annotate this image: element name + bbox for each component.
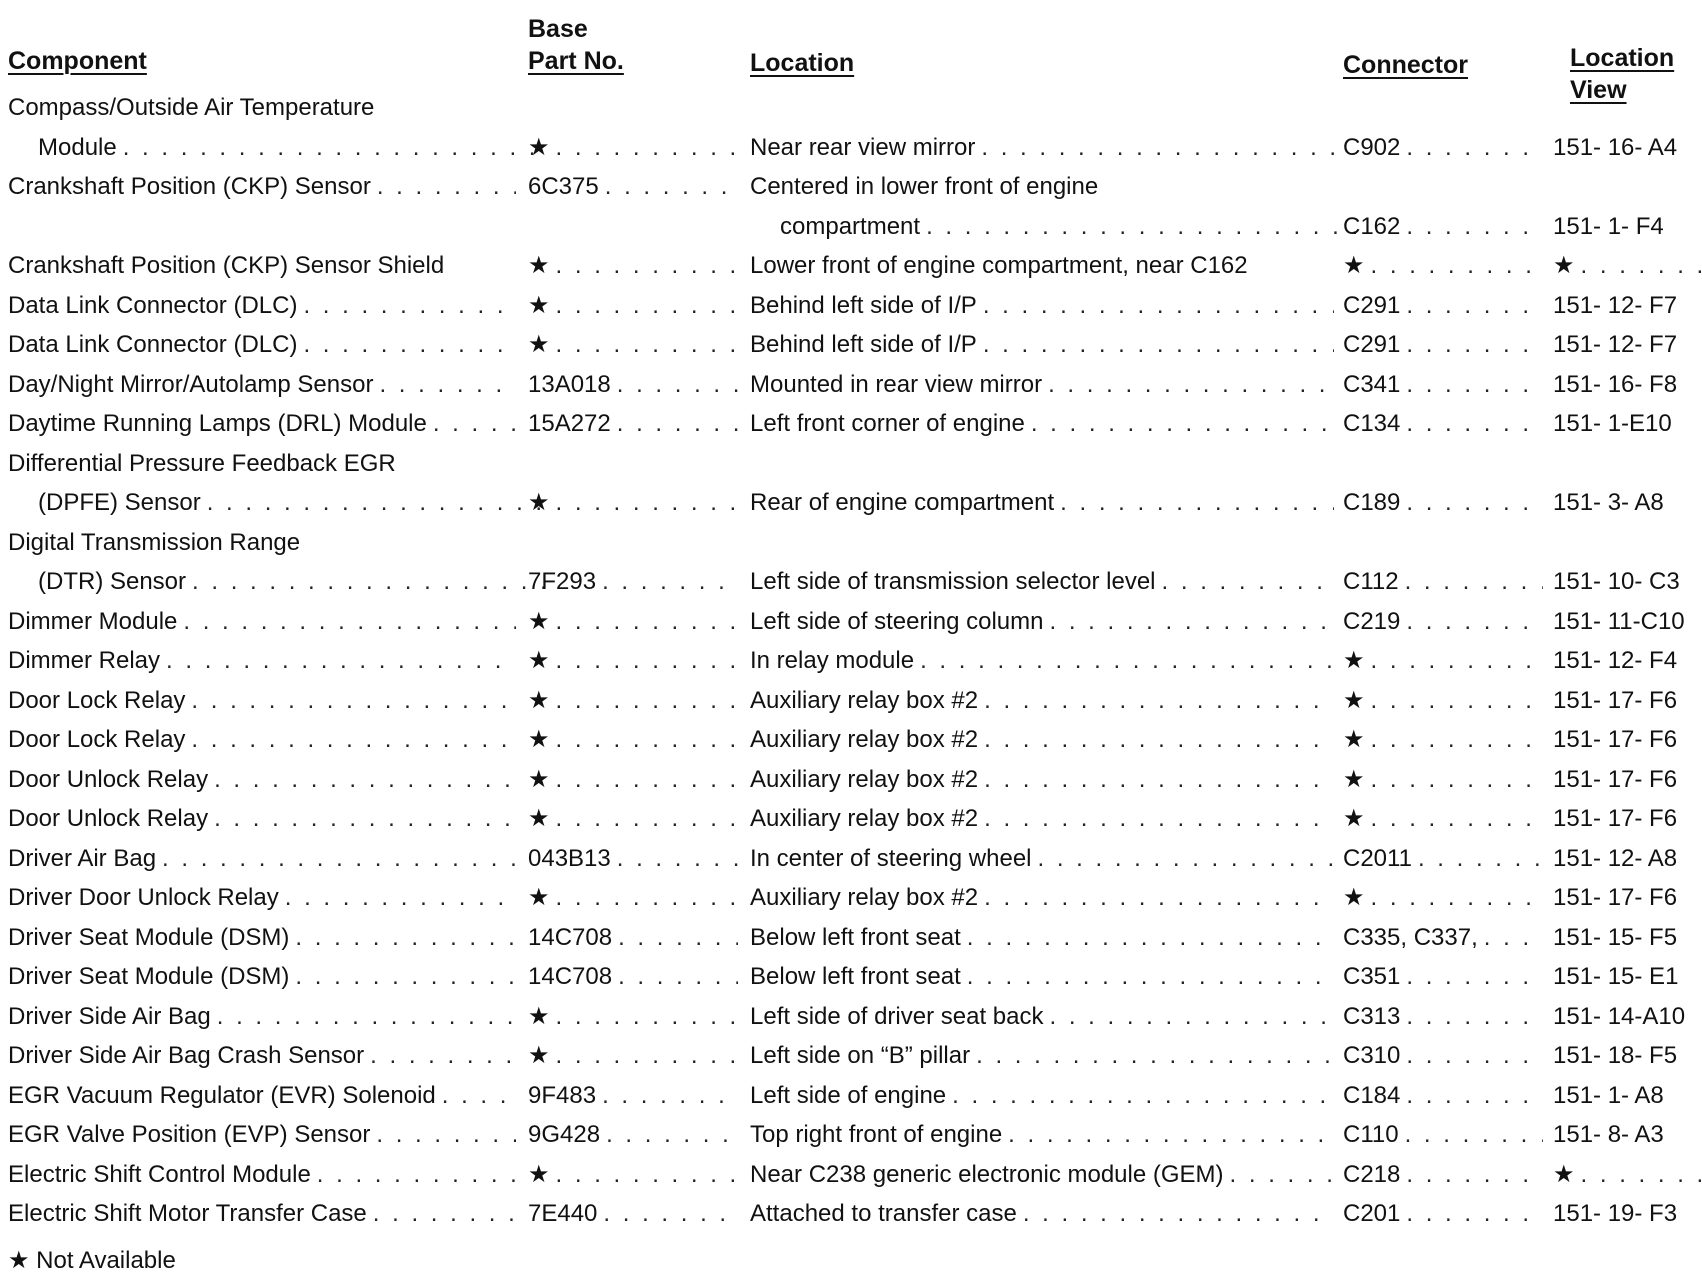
cell-connector: C184 . . . [1343, 1076, 1543, 1116]
dot-leader [1406, 1194, 1543, 1234]
dot-leader [433, 404, 516, 444]
dot-leader [617, 365, 738, 405]
cell-location-view: 151- 1-E10 [1553, 410, 1672, 437]
dot-leader [192, 562, 546, 602]
cell-component: Differential Pressure Feedback EGR [8, 449, 396, 477]
cell-location-view: 151- 12- A8 [1553, 844, 1678, 872]
table-row [0, 207, 1702, 247]
dot-leader [1060, 483, 1334, 523]
cell-location: Near rear view mirror . . . [750, 128, 1334, 168]
dot-leader [602, 1076, 738, 1116]
dot-leader [1371, 246, 1543, 286]
cell-location: Auxiliary relay box #2 . . . [750, 878, 1334, 918]
cell-component: Driver Door Unlock Relay . . . [8, 878, 516, 918]
dot-leader [373, 1194, 516, 1234]
dot-leader [1405, 562, 1543, 602]
cell-location: In relay module . . . [750, 641, 1334, 681]
dot-leader [556, 878, 738, 918]
dot-leader [183, 602, 516, 642]
dot-leader [1406, 286, 1543, 326]
dot-leader [379, 365, 516, 405]
dot-leader [618, 918, 738, 958]
cell-location-view: 151- 15- E1 [1553, 963, 1679, 990]
cell-connector: C341 . . . [1343, 365, 1543, 405]
dot-leader [1406, 1036, 1543, 1076]
dot-leader [1371, 641, 1543, 681]
cell-connector: ★ . . . [1343, 641, 1543, 681]
header-connector: Connector [1343, 51, 1468, 79]
cell-location-view: 151- 17- F6 [1553, 805, 1678, 832]
cell-component: Crankshaft Position (CKP) Sensor Shield [8, 252, 445, 279]
dot-leader [1162, 562, 1334, 602]
cell-location: Auxiliary relay box #2 . . . [750, 720, 1334, 760]
table-row [0, 444, 1702, 484]
dot-leader [1049, 997, 1334, 1037]
cell-connector: C201 . . . [1343, 1194, 1543, 1234]
cell-connector: C219 . . . [1343, 602, 1543, 642]
cell-connector: C112 . . . [1343, 562, 1543, 602]
cell-component: EGR Valve Position (EVP) Sensor . . . [8, 1115, 516, 1155]
table-row [0, 167, 1702, 207]
cell-connector: C134 . . . [1343, 404, 1543, 444]
dot-leader [556, 799, 738, 839]
dot-leader [967, 957, 1334, 997]
table-row [0, 325, 1702, 365]
dot-leader [602, 562, 738, 602]
dot-leader [556, 483, 738, 523]
dot-leader [285, 878, 516, 918]
cell-component: Driver Air Bag . . . [8, 839, 516, 879]
header-component: Component [8, 47, 147, 75]
dot-leader [1406, 997, 1543, 1037]
cell-location: Centered in lower front of engine [750, 173, 1099, 200]
header-location: Location [750, 49, 855, 77]
dot-leader [1406, 207, 1543, 247]
dot-leader [926, 207, 1364, 247]
cell-location: Left side on “B” pillar . . . [750, 1036, 1334, 1076]
cell-location: Left side of steering column . . . [750, 602, 1334, 642]
dot-leader [1371, 799, 1543, 839]
cell-connector: ★ . . . [1343, 720, 1543, 760]
table-row [0, 957, 1702, 997]
cell-connector: ★ . . . [1343, 799, 1543, 839]
cell-location-view: 151- 16- A4 [1553, 133, 1678, 161]
cell-part-no: ★ . . . [528, 1036, 738, 1076]
cell-part-no: ★ . . . [528, 681, 738, 721]
table-row [0, 365, 1702, 405]
dot-leader [1405, 1115, 1543, 1155]
dot-leader [556, 286, 738, 326]
cell-part-no: ★ . . . [528, 483, 738, 523]
dot-leader [1406, 483, 1543, 523]
cell-part-no: ★ . . . [528, 246, 738, 286]
dot-leader [1048, 365, 1334, 405]
cell-location: In center of steering wheel . . . [750, 839, 1334, 879]
dot-leader [984, 799, 1334, 839]
cell-component: Data Link Connector (DLC) . . . [8, 325, 516, 365]
cell-part-no: 9F483 . . . [528, 1076, 738, 1116]
dot-leader [1371, 681, 1543, 721]
dot-leader [1050, 602, 1335, 642]
dot-leader [984, 760, 1334, 800]
cell-location-view: 151- 18- F5 [1553, 1042, 1678, 1069]
cell-part-no: ★ . . . [528, 602, 738, 642]
dot-leader [370, 1036, 516, 1076]
header-location-view: Location View [1570, 44, 1675, 104]
table-row [0, 997, 1702, 1037]
dot-leader [1581, 1155, 1702, 1195]
table-row [0, 760, 1702, 800]
cell-part-no: ★ . . . [528, 720, 738, 760]
cell-location: Auxiliary relay box #2 . . . [750, 681, 1334, 721]
dot-leader [1230, 1155, 1334, 1195]
cell-part-no: ★ . . . [528, 799, 738, 839]
cell-component: Door Lock Relay . . . [8, 720, 516, 760]
cell-location: Mounted in rear view mirror . . . [750, 365, 1334, 405]
cell-part-no: 13A018 . . . [528, 365, 738, 405]
dot-leader [606, 1115, 738, 1155]
footnote: ★ Not Available [8, 1247, 176, 1274]
dot-leader [605, 167, 738, 207]
dot-leader [1581, 246, 1702, 286]
dot-leader [984, 681, 1334, 721]
cell-component: Module . . . [8, 128, 546, 168]
dot-leader [1371, 878, 1543, 918]
dot-leader [377, 167, 516, 207]
dot-leader [1371, 720, 1543, 760]
cell-location-view: ★ . . . [1553, 246, 1702, 286]
cell-connector: C313 . . . [1343, 997, 1543, 1037]
cell-connector: C110 . . . [1343, 1115, 1543, 1155]
cell-part-no: 9G428 . . . [528, 1115, 738, 1155]
cell-component: Electric Shift Control Module . . . [8, 1155, 516, 1195]
cell-part-no: 15A272 . . . [528, 404, 738, 444]
cell-location: Auxiliary relay box #2 . . . [750, 799, 1334, 839]
dot-leader [556, 720, 738, 760]
dot-leader [984, 720, 1334, 760]
dot-leader [442, 1076, 516, 1116]
dot-leader [556, 1155, 738, 1195]
cell-location-view: 151- 14-A10 [1553, 1002, 1686, 1030]
cell-part-no: ★ . . . [528, 878, 738, 918]
cell-location-view: 151- 19- F3 [1553, 1200, 1678, 1227]
cell-part-no: ★ . . . [528, 325, 738, 365]
dot-leader [295, 918, 516, 958]
dot-leader [162, 839, 516, 879]
cell-connector: ★ . . . [1343, 878, 1543, 918]
dot-leader [1038, 839, 1335, 879]
cell-location-view: 151- 17- F6 [1553, 686, 1678, 714]
dot-leader [217, 997, 516, 1037]
cell-component: Dimmer Module . . . [8, 602, 516, 642]
dot-leader [303, 286, 516, 326]
cell-component: Driver Side Air Bag Crash Sensor . . . [8, 1036, 516, 1076]
dot-leader [214, 760, 516, 800]
cell-location: compartment . . . [750, 207, 1364, 247]
table-row [0, 918, 1702, 958]
cell-component: Electric Shift Motor Transfer Case . . . [8, 1194, 516, 1234]
cell-location: Top right front of engine . . . [750, 1115, 1334, 1155]
table-body [0, 88, 1702, 1234]
cell-component: (DTR) Sensor . . . [8, 562, 546, 602]
cell-location-view: 151- 1- F4 [1553, 212, 1664, 240]
dot-leader [603, 1194, 738, 1234]
cell-component: Dimmer Relay . . . [8, 641, 516, 681]
cell-location: Lower front of engine compartment, near C162 [750, 252, 1248, 279]
cell-location: Left front corner of engine . . . [750, 404, 1334, 444]
dot-leader [556, 681, 738, 721]
cell-location-view: 151- 17- F6 [1553, 884, 1678, 911]
cell-part-no: 7E440 . . . [528, 1194, 738, 1234]
cell-part-no: 043B13 . . . [528, 839, 738, 879]
cell-location-view: 151- 15- F5 [1553, 923, 1678, 951]
table-row [0, 562, 1702, 602]
cell-location: Attached to transfer case . . . [750, 1194, 1334, 1234]
table-row [0, 799, 1702, 839]
cell-part-no: ★ . . . [528, 641, 738, 681]
cell-component: Compass/Outside Air Temperature [8, 94, 375, 121]
dot-leader [617, 404, 738, 444]
dot-leader [1406, 1076, 1543, 1116]
dot-leader [1484, 918, 1543, 958]
dot-leader [295, 957, 516, 997]
cell-location-view: 151- 17- F6 [1553, 726, 1678, 753]
table-row [0, 128, 1702, 168]
cell-location-view: 151- 8- A3 [1553, 1121, 1664, 1148]
cell-location: Left side of engine . . . [750, 1076, 1334, 1116]
dot-leader [1406, 957, 1543, 997]
table-row [0, 839, 1702, 879]
cell-component: Door Lock Relay . . . [8, 681, 516, 721]
cell-component: (DPFE) Sensor . . . [8, 483, 546, 523]
cell-location-view: 151- 12- F4 [1553, 647, 1678, 674]
cell-component: Driver Seat Module (DSM) . . . [8, 918, 516, 958]
dot-leader [556, 641, 738, 681]
table-row [0, 641, 1702, 681]
cell-component: Driver Side Air Bag . . . [8, 997, 516, 1037]
cell-part-no: 6C375 . . . [528, 167, 738, 207]
cell-location-view: 151- 1- A8 [1553, 1081, 1664, 1109]
cell-location: Rear of engine compartment . . . [750, 483, 1334, 523]
dot-leader [214, 799, 516, 839]
table-row [0, 404, 1702, 444]
cell-component: Crankshaft Position (CKP) Sensor . . . [8, 167, 516, 207]
cell-connector: C189 . . . [1343, 483, 1543, 523]
dot-leader [976, 1036, 1334, 1076]
table-row [0, 246, 1702, 286]
cell-location-view: 151- 3- A8 [1553, 489, 1664, 516]
cell-component: Driver Seat Module (DSM) . . . [8, 957, 516, 997]
dot-leader [317, 1155, 516, 1195]
dot-leader [952, 1076, 1334, 1116]
dot-leader [303, 325, 516, 365]
cell-part-no: 14C708 . . . [528, 918, 738, 958]
dot-leader [556, 602, 738, 642]
cell-connector: C291 . . . [1343, 286, 1543, 326]
dot-leader [1406, 1155, 1543, 1195]
cell-component: Door Unlock Relay . . . [8, 760, 516, 800]
dot-leader [191, 681, 516, 721]
cell-part-no: ★ . . . [528, 286, 738, 326]
cell-component: EGR Vacuum Regulator (EVR) Solenoid . . . [8, 1076, 516, 1116]
cell-part-no: ★ . . . [528, 128, 738, 168]
cell-location-view: 151- 10- C3 [1553, 568, 1680, 595]
dot-leader [376, 1115, 516, 1155]
cell-location-view: 151- 11-C10 [1553, 607, 1685, 635]
cell-location: Left side of transmission selector level . . . [750, 562, 1334, 602]
cell-location-view: 151- 16- F8 [1553, 370, 1678, 398]
dot-leader [984, 878, 1334, 918]
cell-location: Behind left side of I/P . . . [750, 325, 1334, 365]
cell-location: Left side of driver seat back . . . [750, 997, 1334, 1037]
dot-leader [1406, 128, 1543, 168]
dot-leader [1371, 760, 1543, 800]
table-row [0, 1115, 1702, 1155]
dot-leader [1023, 1194, 1334, 1234]
cell-component: Digital Transmission Range [8, 528, 301, 556]
table-row [0, 523, 1702, 563]
dot-leader [617, 839, 738, 879]
dot-leader [556, 246, 738, 286]
cell-location: Below left front seat . . . [750, 918, 1334, 958]
dot-leader [1031, 404, 1334, 444]
dot-leader [556, 997, 738, 1037]
dot-leader [1406, 325, 1543, 365]
cell-part-no: ★ . . . [528, 760, 738, 800]
cell-location: Auxiliary relay box #2 . . . [750, 760, 1334, 800]
cell-location: Near C238 generic electronic module (GEM) . . . [750, 1155, 1334, 1195]
cell-location: Behind left side of I/P . . . [750, 286, 1334, 326]
dot-leader [1406, 404, 1543, 444]
table-row [0, 1076, 1702, 1116]
cell-connector: C162 . . . [1343, 207, 1543, 247]
cell-component: Data Link Connector (DLC) . . . [8, 286, 516, 326]
cell-connector: ★ . . . [1343, 681, 1543, 721]
dot-leader [1406, 602, 1543, 642]
dot-leader [556, 1036, 738, 1076]
cell-connector: C902 . . . [1343, 128, 1543, 168]
table-row [0, 483, 1702, 523]
dot-leader [967, 918, 1334, 958]
cell-component: Daytime Running Lamps (DRL) Module . . . [8, 404, 516, 444]
cell-connector: C218 . . . [1343, 1155, 1543, 1195]
dot-leader [618, 957, 738, 997]
table-row [0, 602, 1702, 642]
dot-leader [556, 325, 738, 365]
table-row [0, 88, 1702, 128]
cell-connector: C351 . . . [1343, 957, 1543, 997]
dot-leader [556, 128, 738, 168]
table-row [0, 286, 1702, 326]
cell-connector: C310 . . . [1343, 1036, 1543, 1076]
cell-location-view: ★ . . . [1553, 1155, 1702, 1195]
cell-part-no: ★ . . . [528, 1155, 738, 1195]
table-row [0, 1194, 1702, 1234]
cell-location-view: 151- 12- F7 [1553, 331, 1678, 358]
cell-connector: ★ . . . [1343, 246, 1543, 286]
header-base-part-no: Base Part No. [528, 15, 624, 75]
dot-leader [123, 128, 546, 168]
cell-part-no: 7F293 . . . [528, 562, 738, 602]
table-row [0, 720, 1702, 760]
cell-connector: ★ . . . [1343, 760, 1543, 800]
dot-leader [1418, 839, 1543, 879]
dot-leader [920, 641, 1334, 681]
dot-leader [981, 128, 1334, 168]
dot-leader [166, 641, 516, 681]
cell-location-view: 151- 17- F6 [1553, 765, 1678, 793]
cell-part-no: ★ . . . [528, 997, 738, 1037]
table-row [0, 1036, 1702, 1076]
cell-component: Door Unlock Relay . . . [8, 799, 516, 839]
cell-connector: C2011 . . . [1343, 839, 1543, 879]
table-row [0, 1155, 1702, 1195]
cell-part-no: 14C708 . . . [528, 957, 738, 997]
dot-leader [983, 325, 1334, 365]
dot-leader [1406, 365, 1543, 405]
cell-location: Below left front seat . . . [750, 957, 1334, 997]
cell-location-view: 151- 12- F7 [1553, 291, 1678, 319]
dot-leader [983, 286, 1334, 326]
table-row [0, 681, 1702, 721]
table-row [0, 878, 1702, 918]
dot-leader [207, 483, 546, 523]
cell-connector: C335, C337, . . . [1343, 918, 1543, 958]
dot-leader [191, 720, 516, 760]
cell-component: Day/Night Mirror/Autolamp Sensor . . . [8, 365, 516, 405]
dot-leader [556, 760, 738, 800]
dot-leader [1008, 1115, 1334, 1155]
cell-connector: C291 . . . [1343, 325, 1543, 365]
